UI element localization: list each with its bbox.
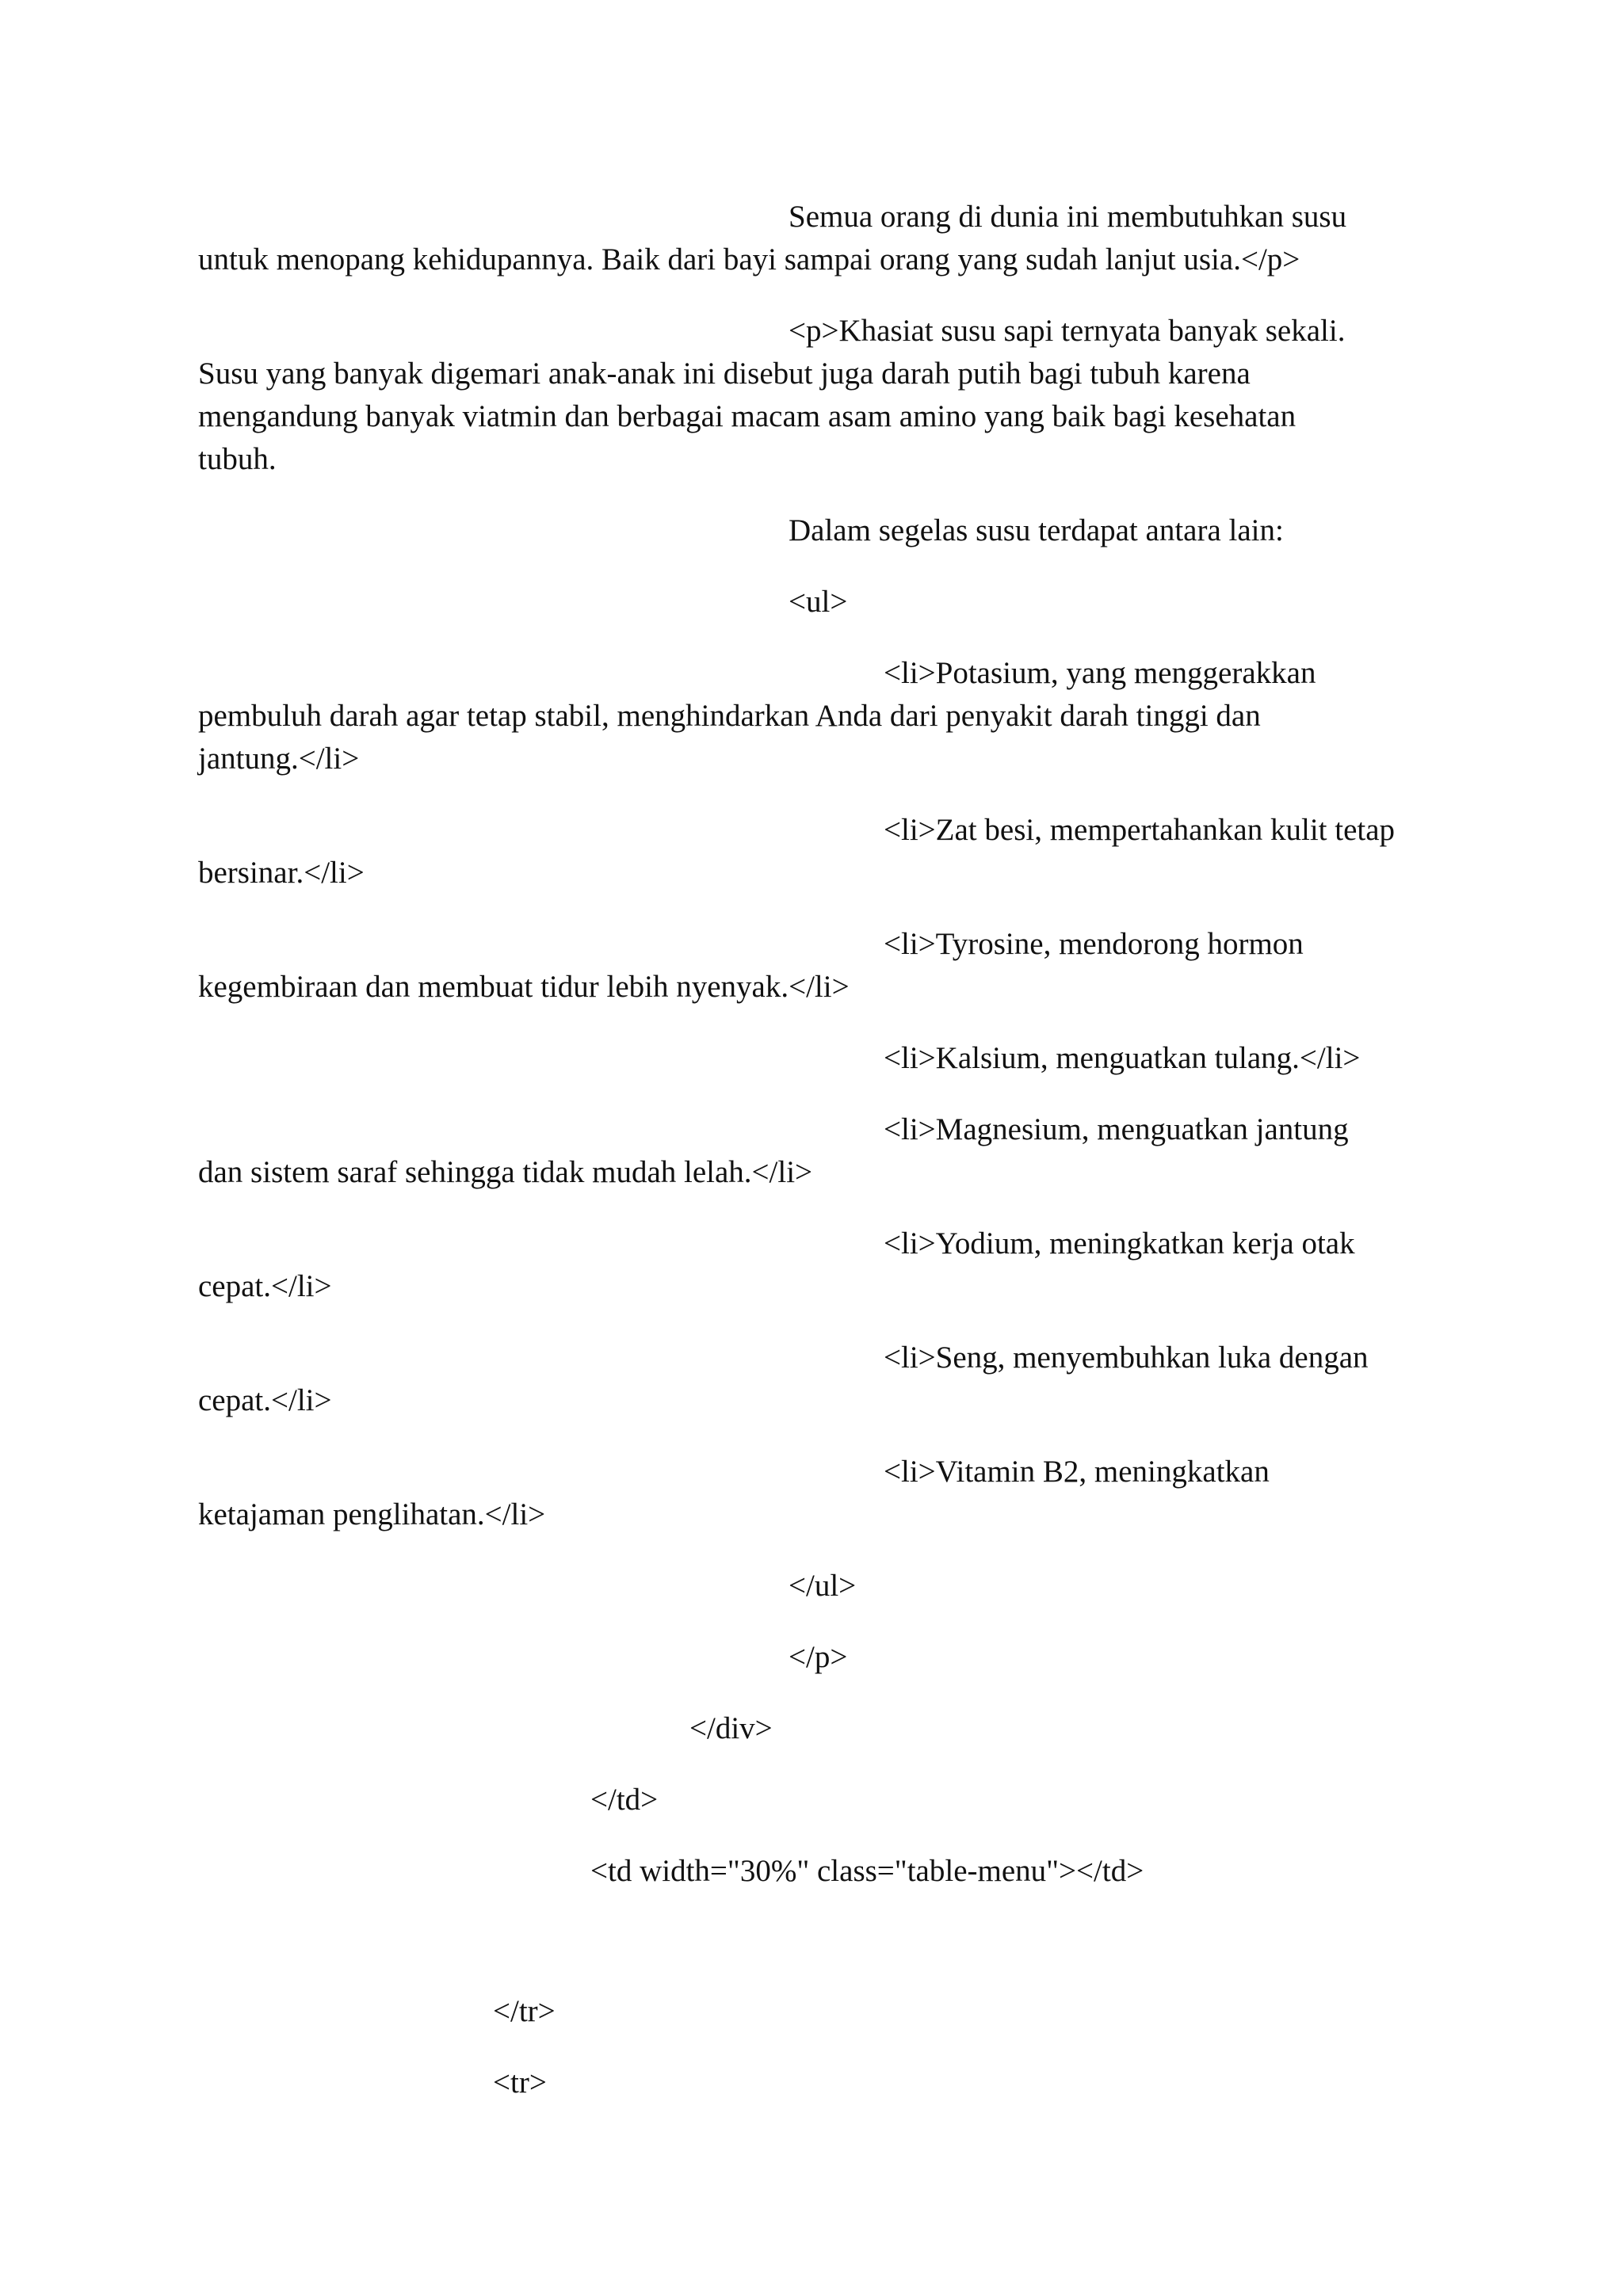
td-close-tag: </td> — [590, 1783, 659, 1817]
list-item-line: <li>Magnesium, menguatkan jantung — [884, 1112, 1349, 1146]
paragraph-1-line-2: untuk menopang kehidupannya. Baik dari bayi sampai orang yang sudah lanjut usia.</p> — [198, 242, 1300, 277]
list-item-line: dan sistem saraf sehingga tidak mudah lelah.</li> — [198, 1155, 813, 1189]
p-close-tag: </p> — [789, 1640, 848, 1674]
paragraph-2-line-4: tubuh. — [198, 442, 277, 476]
ul-open-tag: <ul> — [789, 585, 848, 619]
list-item-line: ketajaman penglihatan.</li> — [198, 1497, 546, 1531]
list-item-line: jantung.</li> — [198, 742, 360, 776]
list-item-line: <li>Kalsium, menguatkan tulang.</li> — [884, 1041, 1361, 1075]
list-item-line: bersinar.</li> — [198, 856, 365, 890]
td-menu-tag: <td width="30%" class="table-menu"></td> — [590, 1854, 1144, 1888]
list-item-line: pembuluh darah agar tetap stabil, menghindarkan Anda dari penyakit darah tinggi dan — [198, 699, 1261, 733]
list-item-line: <li>Zat besi, mempertahankan kulit tetap — [884, 813, 1396, 847]
list-item-line: <li>Vitamin B2, meningkatkan — [884, 1455, 1270, 1489]
tr-open-tag: <tr> — [493, 2065, 547, 2100]
list-item-line: <li>Tyrosine, mendorong hormon — [884, 927, 1304, 961]
list-item-line: <li>Seng, menyembuhkan luka dengan — [884, 1341, 1369, 1375]
paragraph-2-line-3: mengandung banyak viatmin dan berbagai macam asam amino yang baik bagi kesehatan — [198, 399, 1296, 433]
paragraph-2-line-1: <p>Khasiat susu sapi ternyata banyak sekali. — [789, 314, 1346, 348]
tr-close-tag: </tr> — [493, 1994, 556, 2028]
list-item-line: <li>Potasium, yang menggerakkan — [884, 656, 1316, 690]
paragraph-2-line-2: Susu yang banyak digemari anak-anak ini disebut juga darah putih bagi tubuh karena — [198, 357, 1251, 391]
list-item-line: <li>Yodium, meningkatkan kerja otak — [884, 1226, 1355, 1261]
list-item-line: cepat.</li> — [198, 1383, 332, 1417]
div-close-tag: </div> — [689, 1711, 773, 1745]
list-item-line: cepat.</li> — [198, 1269, 332, 1303]
intro-line: Dalam segelas susu terdapat antara lain: — [789, 513, 1284, 547]
list-item-line: kegembiraan dan membuat tidur lebih nyenyak.</li> — [198, 970, 850, 1004]
paragraph-1-line-1: Semua orang di dunia ini membutuhkan susu — [789, 200, 1347, 234]
ul-close-tag: </ul> — [789, 1569, 857, 1603]
